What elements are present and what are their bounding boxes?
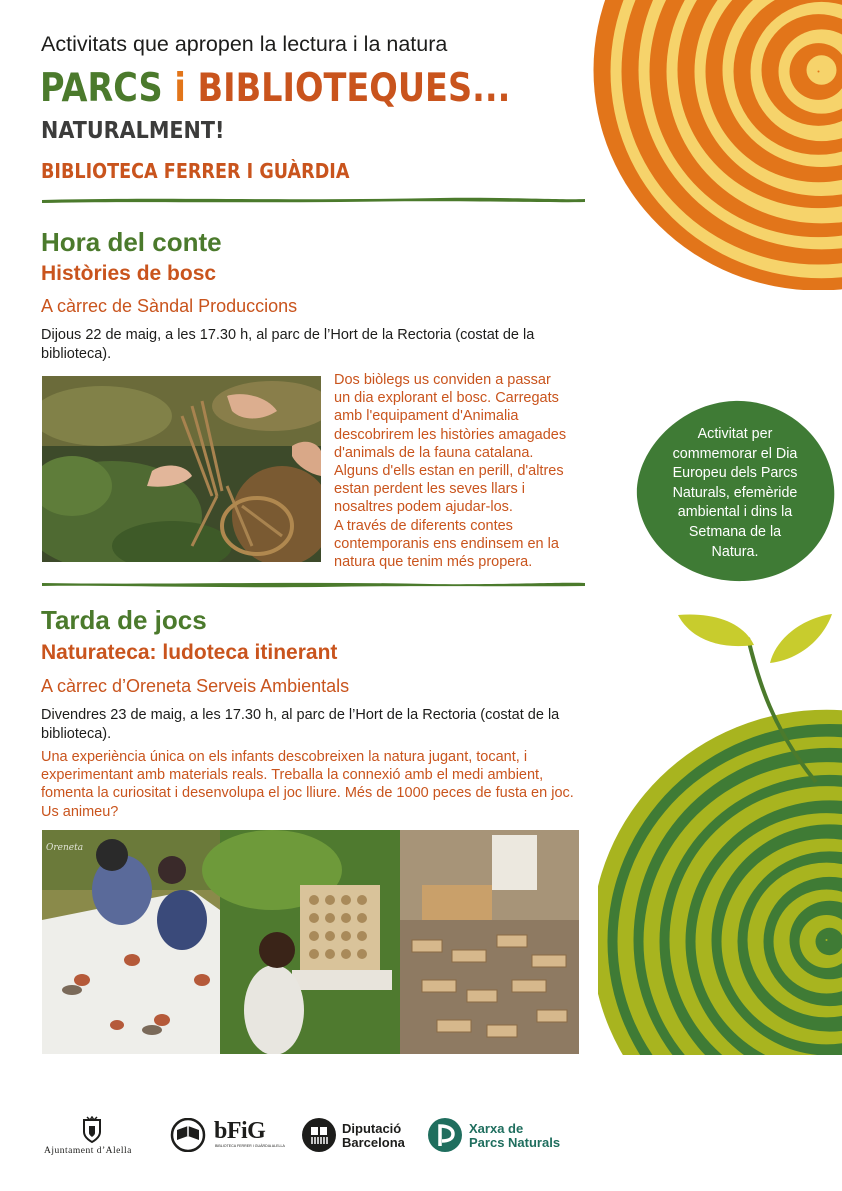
event1-heading: Hora del conte bbox=[41, 227, 222, 257]
event1-desc-line: amb l'equipament d'Animalia bbox=[334, 408, 519, 425]
ring bbox=[818, 71, 820, 73]
event1-desc-line: Alguns d'ells estan en perill, d'altres bbox=[334, 463, 564, 480]
event2-photos bbox=[42, 830, 579, 1054]
leaf-left-icon bbox=[678, 614, 754, 646]
logo-bfig-small: BIBLIOTECA FERRER I GUÀRDIA ALELLA bbox=[215, 1144, 285, 1148]
event1-date: Dijous 22 de maig, a les 17.30 h, al parc de l’Hort de la Rectoria (costat de la biblioteca). bbox=[41, 327, 535, 362]
main-title bbox=[40, 66, 510, 111]
event1-organizer: A càrrec de Sàndal Produccions bbox=[41, 296, 298, 316]
xarxa-parcs-icon bbox=[428, 1118, 462, 1152]
logo-bfig: bFiG bbox=[214, 1118, 266, 1144]
library-name: BIBLIOTECA FERRER I GUÀRDIA bbox=[41, 159, 350, 183]
event1-desc-line: A través de diferents contes bbox=[334, 517, 513, 534]
badge-line: Activitat per bbox=[697, 426, 773, 442]
divider-middle bbox=[40, 579, 587, 588]
leaf-right-icon bbox=[770, 614, 832, 663]
event1-desc-line: d'animals de la fauna catalana. bbox=[334, 444, 534, 461]
logo-diputacio-line1: Diputació bbox=[342, 1121, 402, 1136]
event2-heading: Tarda de jocs bbox=[41, 605, 207, 635]
badge-line: Natura. bbox=[711, 543, 759, 560]
badge-line: ambiental i dins la bbox=[677, 504, 793, 521]
title-parcs: PARCS bbox=[40, 66, 163, 111]
event1-photo bbox=[42, 376, 321, 562]
logo-xarxa-line2: Parcs Naturals bbox=[469, 1135, 561, 1150]
divider-top bbox=[40, 195, 587, 204]
tagline: Activitats que apropen la lectura i la natura bbox=[41, 32, 448, 56]
event1-subtitle: Històries de bosc bbox=[41, 262, 217, 285]
event1-desc-line: estan perdent les seves llars i bbox=[334, 481, 526, 498]
title-biblioteques: BIBLIOTEQUES... bbox=[197, 66, 511, 111]
title-i: i bbox=[174, 66, 186, 111]
alella-shield-icon bbox=[80, 1116, 104, 1144]
badge-text bbox=[652, 425, 818, 562]
event1-desc-line: natura que tenim més propera. bbox=[334, 554, 533, 571]
ring bbox=[826, 939, 828, 941]
event1-desc-line: contemporanis ens endinsem en la bbox=[334, 535, 559, 552]
event1-desc-line: nosaltres podem ajudar-los. bbox=[334, 499, 513, 516]
badge-line: Setmana de la bbox=[688, 523, 782, 540]
event2-date: Divendres 23 de maig, a les 17.30 h, al parc de l’Hort de la Rectoria (costat de la biblioteca). bbox=[41, 707, 560, 742]
logo-diputacio-line2: Barcelona bbox=[342, 1135, 405, 1150]
event1-description bbox=[334, 371, 594, 571]
badge-line: Naturals, efemèride bbox=[672, 484, 798, 501]
bfig-book-icon bbox=[168, 1118, 208, 1152]
ring bbox=[807, 55, 837, 84]
green-rings-decoration bbox=[598, 610, 842, 1055]
orange-rings-decoration bbox=[585, 0, 842, 290]
event1-desc-line: Dos biòlegs us conviden a passar bbox=[334, 372, 551, 388]
event2-subtitle: Naturateca: ludoteca itinerant bbox=[41, 641, 338, 664]
logo-ajuntament: Ajuntament d’Alella bbox=[44, 1146, 132, 1156]
badge-line: Europeu dels Parcs bbox=[672, 465, 798, 482]
event2-description: Una experiència única on els infants descobreixen la natura jugant, tocant, i experimentant amb materials reals. Treballa la connexió amb el medi ambient, fomenta la curiositat i desenvolupa el joc lliure. Més de 1000 peces de fusta en joc. Us animeu? bbox=[41, 749, 574, 820]
logo-xarxa-line1: Xarxa de bbox=[469, 1121, 524, 1136]
event1-desc-line: un dia explorant el bosc. Carregats bbox=[334, 390, 559, 407]
event2-organizer: A càrrec d’Oreneta Serveis Ambientals bbox=[41, 676, 350, 696]
title-subtitle: NATURALMENT! bbox=[41, 118, 225, 144]
badge-line: commemorar el Dia bbox=[672, 445, 798, 462]
diputacio-seal-icon bbox=[302, 1118, 336, 1152]
photo-watermark: Oreneta bbox=[46, 843, 84, 853]
footer-logos bbox=[0, 1110, 842, 1160]
event1-desc-line: descobrirem les històries amagades bbox=[334, 426, 567, 443]
